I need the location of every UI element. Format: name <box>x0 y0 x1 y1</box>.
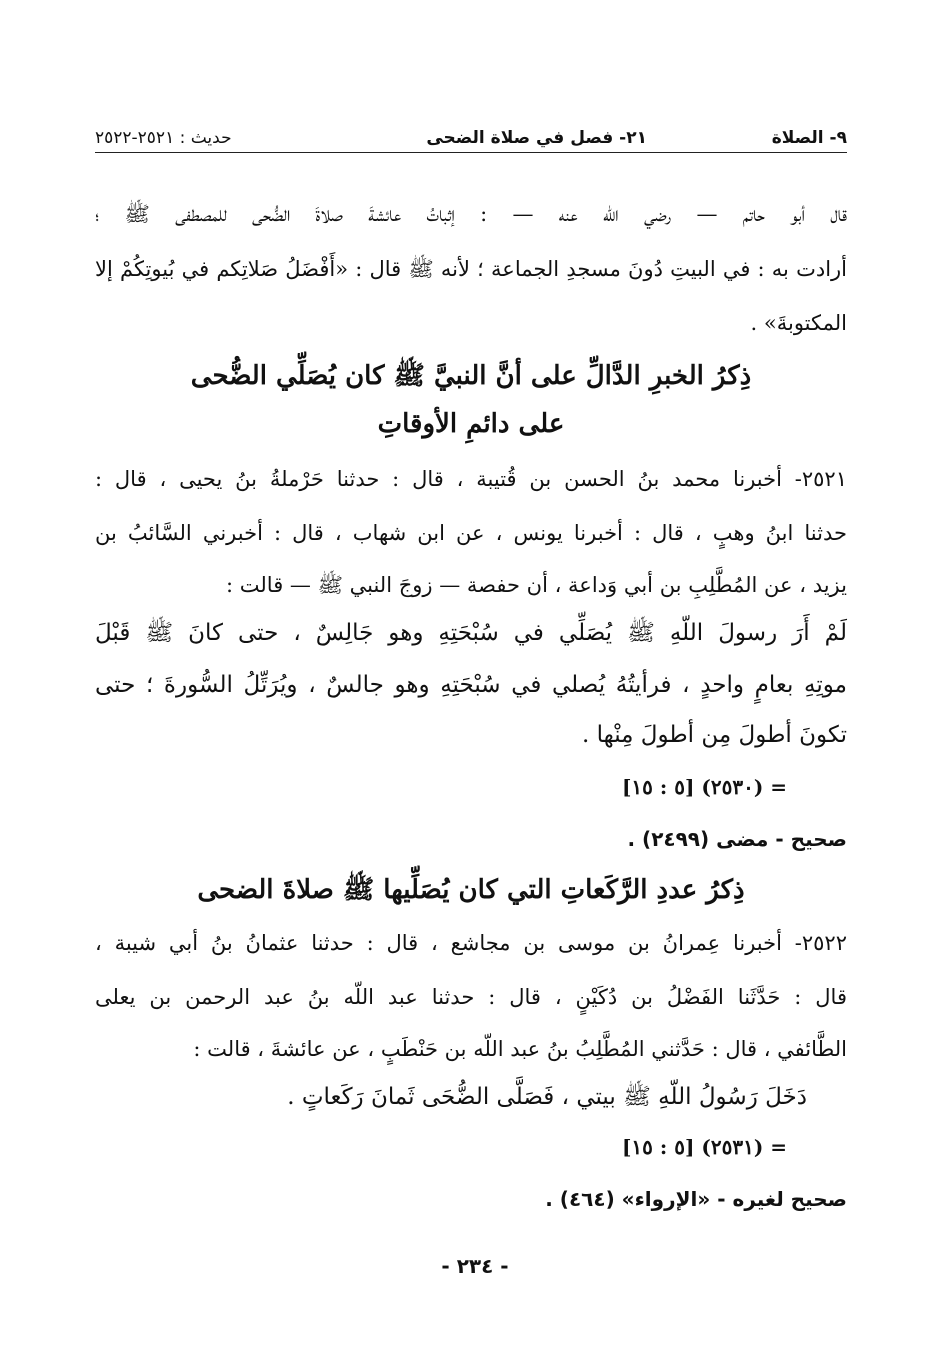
hadith-2522-isnad-line-3: الطَّائفي ، قال : حَدَّثني المُطَّلِبُ بنُ عبد اللّه بن حَنْطَبٍ ، عن عائشةَ ، قالت : <box>193 1037 847 1061</box>
header-hadith-range: حديث : ٢٥٢١-٢٥٢٢ <box>95 128 232 148</box>
hadith-2521-isnad-line-3: يزيد ، عن المُطَّلِبِ بن أبي وَداعة ، أن حفصة — زوجَ النبي ﷺ — قالت : <box>226 573 847 597</box>
hadith-2521-reference: = (٢٥٣٠) [٥ : ١٥] <box>621 775 787 799</box>
intro-line-1: قال أبو حاتم — رضي الله عنه — : إثباتُ عائشةَ صلاةَ الضُّحى للمصطفى ﷺ ؛ <box>95 202 847 226</box>
header-book-title: ٩- الصلاة <box>771 128 847 148</box>
hadith-2522-reference: = (٢٥٣١) [٥ : ١٥] <box>621 1135 787 1159</box>
hadith-2521-isnad-line-1: ٢٥٢١- أخبرنا محمد بنُ الحسن بن قُتيبة ، قال : حدثنا حَرْملةُ بنُ يحيى ، قال : <box>95 467 847 491</box>
hadith-2522-matn-line-1: دَخَلَ رَسُولُ اللّهِ ﷺ بيتي ، فَصَلَّى الضُّحَى ثَمانَ رَكَعاتٍ . <box>287 1084 807 1110</box>
page-number: - ٢٣٤ - <box>441 1254 509 1278</box>
intro-line-2: أرادت به : في البيتِ دُونَ مسجدِ الجماعة ؛ لأنه ﷺ قال : «أَفْضَلُ صَلاتِكم في بُيوتِكُمْ إلا <box>95 257 847 281</box>
hadith-2521-grade: صحيح - مضى (٢٤٩٩) . <box>627 827 847 851</box>
hadith-2522-grade: صحيح لغيره - «الإرواء» (٤٦٤) . <box>545 1187 847 1211</box>
hadith-2522-isnad-line-2: قال : حَدَّثَنا الفَضْلُ بن دُكَيْنٍ ، قال : حدثنا عبد اللّه بنُ عبد الرحمن بن يعلى <box>95 985 847 1009</box>
hadith-2522-isnad-line-1: ٢٥٢٢- أخبرنا عِمرانُ بن موسى بن مجاشع ، قال : حدثنا عثمانُ بنُ أبي شيبة ، <box>95 931 847 955</box>
intro-line-3: المكتوبةَ» . <box>750 311 847 335</box>
section-heading-1-line-1: ذِكرُ الخبرِ الدَّالِّ على أنَّ النبيَّ ﷺ كان يُصَلِّي الضُّحى <box>190 361 752 391</box>
hadith-2521-matn-line-1: لَمْ أَرَ رسولَ اللّهِ ﷺ يُصَلِّي في سُبْحَتِهِ وهو جَالِسٌ ، حتى كانَ ﷺ قَبْلَ <box>95 620 847 646</box>
hadith-2521-matn-line-2: موتِهِ بعامٍ واحدٍ ، فرأيتُهُ يُصلي في سُبْحَتِهِ وهو جالسٌ ، ويُرَتِّلُ السُّورةَ ؛ حتى <box>95 672 847 698</box>
header-divider <box>95 152 847 153</box>
header-chapter-title: ٢١- فصل في صلاة الضحى <box>426 128 647 148</box>
hadith-2521-matn-line-3: تكونَ أطولَ مِن أطولَ مِنْها . <box>581 722 847 748</box>
section-heading-2: ذِكرُ عددِ الرَّكَعاتِ التي كان يُصَلِّيها ﷺ صلاةَ الضحى <box>197 875 745 905</box>
section-heading-1-line-2: على دائمِ الأوقاتِ <box>377 409 565 439</box>
hadith-2521-isnad-line-2: حدثنا ابنُ وهبٍ ، قال : أخبرنا يونس ، عن ابن شهاب ، قال : أخبرني السَّائبُ بن <box>95 521 847 545</box>
running-header <box>95 112 847 148</box>
